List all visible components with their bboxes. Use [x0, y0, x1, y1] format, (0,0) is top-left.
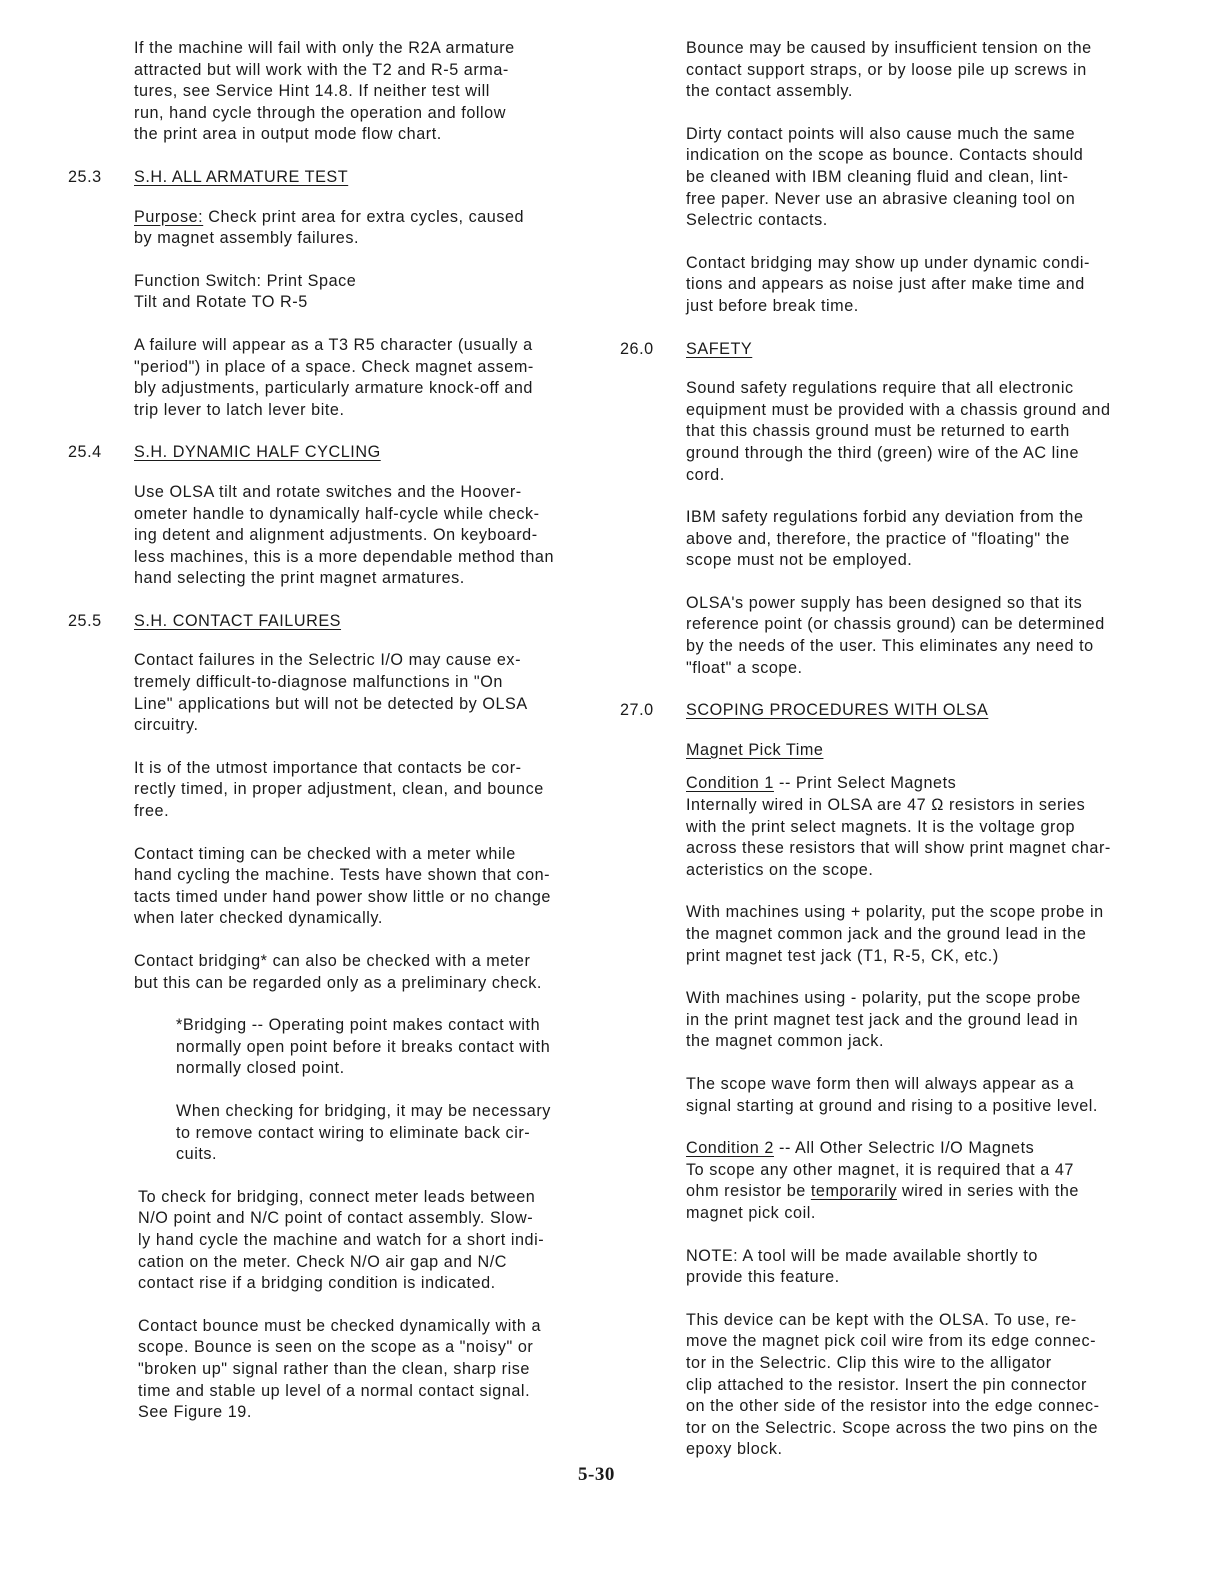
section-number: 27.0 — [620, 701, 654, 720]
ibm-safety-paragraph: IBM safety regulations forbid any deviation from the above and, therefore, the practice of "floating" the scope must not be employed. — [686, 508, 1084, 570]
contact-bounce-paragraph: Contact bounce must be checked dynamically with a scope. Bounce is seen on the scope as a "noisy" or "broken up" signal rather than the clean, sharp rise time and stable up level of a normal contact signal. See Figure 19. — [138, 1316, 542, 1422]
purpose-paragraph — [68, 207, 598, 250]
section-number: 25.5 — [68, 611, 102, 630]
condition-1-heading — [620, 773, 1150, 795]
plus-polarity-paragraph: With machines using + polarity, put the scope probe in the magnet common jack and the ground lead in the print magnet test jack (T1, R-5, CK, etc.) — [686, 903, 1104, 965]
temporarily-word: temporarily — [810, 1182, 897, 1201]
contact-timing-paragraph: Contact timing can be checked with a meter while hand cycling the machine. Tests have shown that con- tacts timed under hand power show little or no change when later checked dynamically. — [134, 844, 551, 928]
wave-form-paragraph: The scope wave form then will always appear as a signal starting at ground and rising to a positive level. — [686, 1074, 1098, 1115]
failure-paragraph: A failure will appear as a T3 R5 character (usually a "period") in place of a space. Check magnet assem- bly adjustments, particularly armature knock-off and trip lever to latch lever bite. — [134, 335, 534, 419]
section-title: S.H. ALL ARMATURE TEST — [134, 167, 349, 186]
function-switch-paragraph: Function Switch: Print Space Tilt and Rotate TO R-5 — [134, 271, 357, 312]
minus-polarity-paragraph: With machines using - polarity, put the scope probe in the print magnet test jack and the ground lead in the magnet common jack. — [686, 989, 1081, 1051]
power-supply-paragraph: OLSA's power supply has been designed so that its reference point (or chassis ground) can be determined by the needs of the user. This eliminates any need to "float" a scope. — [686, 593, 1105, 677]
section-27-0-heading — [620, 700, 1150, 722]
tool-note-paragraph: NOTE: A tool will be made available shortly to provide this feature. — [686, 1246, 1038, 1287]
intro-paragraph: If the machine will fail with only the R2A armature attracted but will work with the T2 and R-5 arma- tures, see Service Hint 14.8. If neither test will run, hand cycle through the operation and follow the print area in output mode flow chart. — [134, 39, 515, 144]
purpose-text: Check print area for extra cycles, caused by magnet assembly failures. — [134, 207, 525, 248]
device-paragraph: This device can be kept with the OLSA. To use, re- move the magnet pick coil wire from its edge connec- tor in the Selectric. Clip this wire to the alligator clip attached to the resistor. Insert the pin connector on the other side of the resistor into the edge connec- tor on the Selectric. Scope across the two pins on the epoxy block. — [686, 1310, 1100, 1459]
section-26-0-heading — [620, 339, 1150, 361]
section-title: S.H. CONTACT FAILURES — [134, 611, 342, 630]
section-25-5-heading — [68, 611, 598, 633]
condition-2-label: Condition 2 — [686, 1139, 774, 1158]
condition-2-heading — [620, 1138, 1150, 1160]
section-number: 25.3 — [68, 167, 102, 186]
section-title: S.H. DYNAMIC HALF CYCLING — [134, 443, 381, 462]
bridging-note: When checking for bridging, it may be necessary to remove contact wiring to eliminate back cir- cuits. — [176, 1101, 551, 1164]
importance-paragraph: It is of the utmost importance that contacts be cor- rectly timed, in proper adjustment, clean, and bounce free. — [134, 758, 544, 821]
half-cycling-paragraph: Use OLSA tilt and rotate switches and the Hoover- ometer handle to dynamically half-cycle while check- ing detent and alignment adjustments. On keyboard- less machines, this is a more dependable method than hand selecting the print magnet armatures. — [134, 482, 555, 588]
condition-1-label: Condition 1 — [686, 774, 774, 793]
contact-bridging-paragraph: Contact bridging* can also be checked with a meter but this can be regarded only as a preliminary check. — [134, 952, 542, 992]
bounce-cause-paragraph: Bounce may be caused by insufficient tension on the contact support straps, or by loose pile up screws in the contact assembly. — [686, 39, 1092, 101]
section-title: SAFETY — [686, 339, 753, 358]
condition-2-title: -- All Other Selectric I/O Magnets — [773, 1139, 1035, 1158]
check-bridging-paragraph: To check for bridging, connect meter leads between N/O point and N/C point of contact assembly. Slow- ly hand cycle the machine and watch for a short indi- cation on the meter. Check N/O air gap and N/C contact rise if a bridging condition is indicated. — [138, 1187, 545, 1293]
right-column — [620, 38, 1150, 1482]
page-number: 5-30 — [578, 1464, 615, 1485]
condition-1-title: -- Print Select Magnets — [773, 774, 957, 793]
magnet-pick-time-subheading: Magnet Pick Time — [686, 740, 824, 759]
contact-failures-paragraph: Contact failures in the Selectric I/O may cause ex- tremely difficult-to-diagnose malfunctions in "On Line" applications but will not be detected by OLSA circuitry. — [134, 651, 528, 735]
dirty-contacts-paragraph: Dirty contact points will also cause much the same indication on the scope as bounce. Contacts should be cleaned with IBM cleaning fluid and clean, lint- free paper. Never use an abrasive cleaning tool on Selectric contacts. — [686, 124, 1084, 230]
section-number: 25.4 — [68, 443, 102, 462]
section-25-3-heading — [68, 167, 598, 189]
condition-2-paragraph: To scope any other magnet, it is required that a 47 ohm resistor be temporarily wired in series with the magnet pick coil. — [686, 1160, 1079, 1222]
dynamic-bridging-paragraph: Contact bridging may show up under dynamic condi- tions and appears as noise just after make time and just before break time. — [686, 253, 1090, 315]
condition-1-paragraph: Internally wired in OLSA are 47 Ω resistors in series with the print select magnets. It is the voltage grop across these resistors that will show print magnet char- acteristics on the scope. — [686, 796, 1111, 879]
purpose-label: Purpose: — [134, 207, 204, 226]
section-number: 26.0 — [620, 339, 654, 358]
section-title: SCOPING PROCEDURES WITH OLSA — [686, 701, 989, 720]
bridging-footnote: *Bridging -- Operating point makes contact with normally open point before it breaks contact with normally closed point. — [176, 1016, 551, 1078]
section-25-4-heading — [68, 442, 598, 464]
safety-regulations-paragraph: Sound safety regulations require that all electronic equipment must be provided with a chassis ground and that this chassis ground must be returned to earth ground through the third (green) wire of the AC line cord. — [686, 379, 1111, 484]
left-column — [68, 38, 598, 1445]
